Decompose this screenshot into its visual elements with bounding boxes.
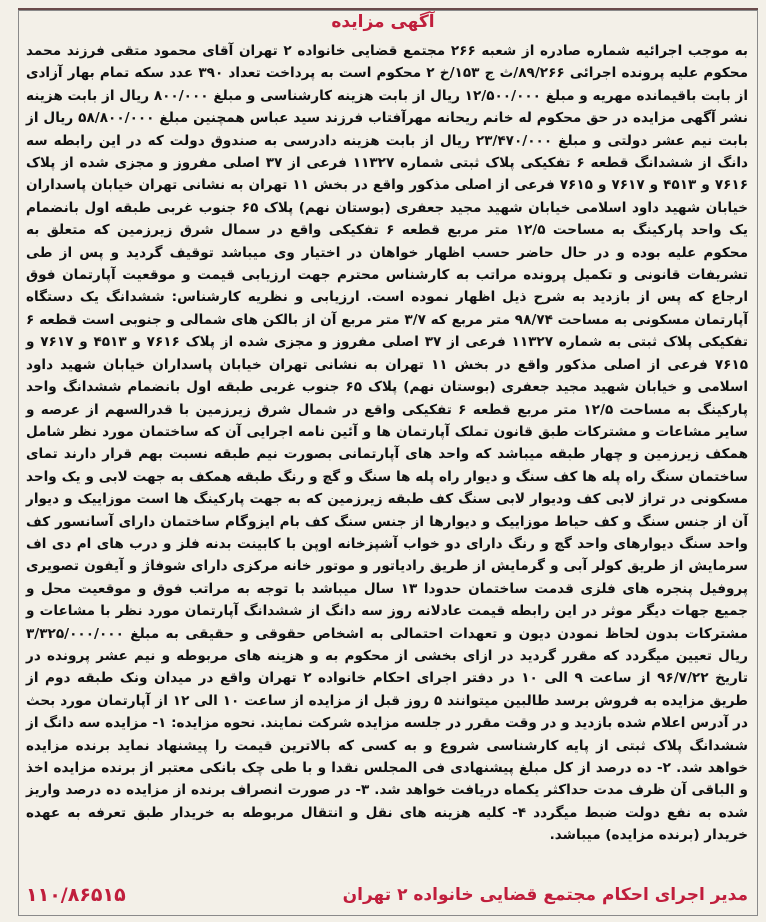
notice-footer [26,880,748,910]
notice-body-text: به موجب اجرائیه شماره صادره از شعبه ۲۶۶ مجتمع قضایی خانواده ۲ تهران آقای محمود متقی فرزند محمد محکوم علیه پرونده اجرائی ۸۹/۲۶۶/ث ج ۱۵۳/خ ۲ محکوم است به پرداخت تعداد ۳۹۰ عدد سکه تمام بهار آزادی از بابت باقیمانده مهریه و مبلغ ۱۲/۵۰۰/۰۰۰ ریال از بابت هزینه کارشناسی و مبلغ ۸۰۰/۰۰۰ ریال از بابت هزینه نشر آگهی مزایده در حق محکوم له خانم ریحانه مهرآفتاب فرزند سید عباس همچنین مبلغ ۵۸/۸۰۰/۰۰۰ ریال از بابت نیم عشر دولتی و مبلغ ۲۳/۴۷۰/۰۰۰ ریال از بابت هزینه دادرسی به صندوق دولت که در این رابطه سه دانگ از ششدانگ قطعه ۶ تفکیکی پلاک ثبتی شماره ۱۱۳۲۷ فرعی از ۳۷ اصلی مفروز و مجزی شده از پلاک ۷۶۱۶ و ۴۵۱۳ و ۷۶۱۷ و ۷۶۱۵ فرعی از اصلی مذکور واقع در بخش ۱۱ تهران به نشانی تهران خیابان پاسداران خیابان شهید داود اسلامی خیابان شهید مجید جعفری (بوستان نهم) پلاک ۶۵ جنوب غربی طبقه اول بانضمام یک واحد پارکینگ به مساحت ۱۲/۵ متر مربع قطعه ۶ تفکیکی واقع در سمال شرق زیرزمین که متعلق به محکوم علیه بوده و در حال حاضر حسب اظهار خواهان در اختیار وی میباشد توقیف گردید و پس از طی تشریفات قانونی و تکمیل پرونده مراتب به کارشناس محترم جهت ارزیابی قیمت و موقعیت آپارتمان فوق ارجاع که پس از بازدید به شرح ذیل اظهار نموده است. ارزیابی و نظریه کارشناس: ششدانگ یک دستگاه آپارتمان مسکونی به مساحت ۹۸/۷۴ متر مربع که ۳/۷ متر مربع آن از بالکن های شمالی و جنوبی است قطعه ۶ تفکیکی پلاک ثبتی به شماره ۱۱۳۲۷ فرعی از ۳۷ اصلی مفروز و مجزی شده از پلاک ۷۶۱۶ و ۴۵۱۳ و ۷۶۱۷ و ۷۶۱۵ فرعی از اصلی مذکور واقع در بخش ۱۱ تهران به نشانی تهران خیابان پاسداران خیابان شهید داود اسلامی و خیابان شهید مجید جعفری (بوستان نهم) پلاک ۶۵ جنوب غربی طبقه اول بانضمام ششدانگ واحد پارکینگ به مساحت ۱۲/۵ متر مربع قطعه ۶ تفکیکی واقع در شمال شرق زیرزمین با قدرالسهم از عرصه و سایر مشاعات و مشترکات طبق قانون تملک آپارتمان ها و آئین نامه اجرایی آن که ساختمان مورد نظر شامل همکف زیرزمین و چهار طبقه میباشد که واحد های آپارتمانی بصورت نیم طبقه نسبت بهم قرار دارند تمای ساختمان سنگ راه پله ها کف سنگ و دیوار راه پله ها سنگ و گچ و رنگ طبقه همکف به جهت لابی و یک واحد مسکونی در تراز لابی کف ودیوار لابی سنگ کف طبقه زیرزمین که به جهت پارکینگ ها است موزاییک و دیوار آن از جنس سنگ و کف حیاط موزاییک و دیوارها از جنس سنگ کف بام ایزوگام ساختمان دارای آسانسور کف واحد سنگ دیوارهای واحد گچ و رنگ دارای دو خواب آشپزخانه اوپن با کابینت بدنه فلز و درب های ام دی اف سرمایش از طریق کولر آبی و گرمایش از طریق رادیاتور و موتور خانه مرکزی دارای شوفاژ و آیفون تصویری پروفیل پنجره های فلزی قدمت ساختمان حدودا ۱۳ سال میباشد با توجه به مراتب فوق و موقعیت محل و جمیع جهات دیگر موثر در این رابطه قیمت عادلانه روز سه دانگ از ششدانگ آپارتمان مورد نظر با مشاعات و مشترکات بدون لحاظ نمودن دیون و تعهدات احتمالی به اشخاص حقوقی و حقیقی به مبلغ ۳/۳۲۵/۰۰۰/۰۰۰ ریال تعیین میگردد که مقرر گردید در ازای بخشی از محکوم به و هزینه های مربوطه و نیم عشر پرونده در تاریخ ۹۶/۷/۲۲ از ساعت ۹ الی ۱۰ در دفتر اجرای احکام خانواده ۲ تهران واقع در میدان ونک طبقه دوم از طریق مزایده به فروش برسد طالبین میتوانند ۵ روز قبل از مزایده از ساعت ۱۰ الی ۱۲ از آپارتمان مورد بحث در آدرس اعلام شده بازدید و در وقت مقرر در جلسه مزایده شرکت نمایند. نحوه مزایده: ۱- مزایده سه دانگ از ششدانگ پلاک ثبتی از پایه کارشناسی شروع و به کسی که بالاترین قیمت را پیشنهاد نماید برنده مزایده خواهد شد. ۲- ده درصد از کل مبلغ پیشنهادی فی المجلس نقدا و با طی چک بانکی معتبر از برنده مزایده اخذ و الباقی آن ظرف مدت حداکثر یکماه دریافت خواهد شد. ۳- در صورت انصراف برنده از مزایده ده درصد واریز شده به نفع دولت ضبط میگردد ۴- کلیه هزینه های نقل و انتقال مربوطه به خریدار طبق تعرفه به عهده خریدار (برنده مزایده) میباشد. [26,43,749,844]
notice-title: آگهی مزایده [331,12,435,32]
signature-line: مدیر اجرای احکام مجتمع قضایی خانواده ۲ تهران [342,885,748,905]
notice-code: ۱۱۰/۸۶۵۱۵ [26,884,126,906]
notice-body [26,40,748,847]
